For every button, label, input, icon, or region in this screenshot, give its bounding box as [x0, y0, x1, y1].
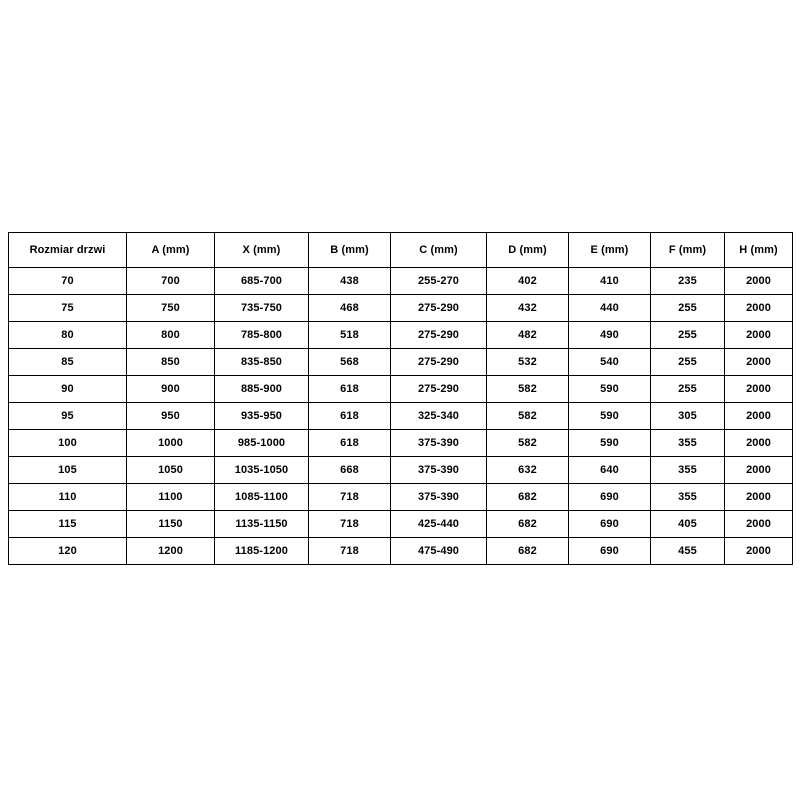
- table-cell: 2000: [725, 295, 793, 322]
- table-cell: 355: [651, 457, 725, 484]
- table-cell: 95: [9, 403, 127, 430]
- table-cell: 325-340: [391, 403, 487, 430]
- table-cell: 582: [487, 403, 569, 430]
- table-cell: 100: [9, 430, 127, 457]
- table-cell: 475-490: [391, 538, 487, 565]
- table-cell: 410: [569, 268, 651, 295]
- table-cell: 850: [127, 349, 215, 376]
- table-cell: 518: [309, 322, 391, 349]
- table-cell: 80: [9, 322, 127, 349]
- table-cell: 375-390: [391, 484, 487, 511]
- table-row: [9, 511, 793, 538]
- table-cell: 90: [9, 376, 127, 403]
- door-size-spec-table: [8, 232, 793, 565]
- table-cell: 1050: [127, 457, 215, 484]
- table-cell: 1000: [127, 430, 215, 457]
- table-cell: 1085-1100: [215, 484, 309, 511]
- table-cell: 540: [569, 349, 651, 376]
- table-cell: 425-440: [391, 511, 487, 538]
- table-cell: 255: [651, 349, 725, 376]
- column-header: E (mm): [569, 233, 651, 268]
- table-cell: 105: [9, 457, 127, 484]
- table-row: [9, 430, 793, 457]
- table-cell: 1185-1200: [215, 538, 309, 565]
- table-cell: 455: [651, 538, 725, 565]
- table-cell: 532: [487, 349, 569, 376]
- table-cell: 275-290: [391, 295, 487, 322]
- table-row: [9, 484, 793, 511]
- table-cell: 482: [487, 322, 569, 349]
- table-cell: 490: [569, 322, 651, 349]
- table-cell: 735-750: [215, 295, 309, 322]
- table-cell: 900: [127, 376, 215, 403]
- table-cell: 785-800: [215, 322, 309, 349]
- table-cell: 70: [9, 268, 127, 295]
- table-cell: 2000: [725, 403, 793, 430]
- table-row: [9, 322, 793, 349]
- table-cell: 2000: [725, 376, 793, 403]
- column-header: A (mm): [127, 233, 215, 268]
- table-cell: 1200: [127, 538, 215, 565]
- table-row: [9, 268, 793, 295]
- table-cell: 440: [569, 295, 651, 322]
- table-cell: 690: [569, 511, 651, 538]
- table-cell: 110: [9, 484, 127, 511]
- table-cell: 835-850: [215, 349, 309, 376]
- table-cell: 800: [127, 322, 215, 349]
- table-header: [9, 233, 793, 268]
- table-cell: 235: [651, 268, 725, 295]
- table-cell: 355: [651, 430, 725, 457]
- table-cell: 618: [309, 430, 391, 457]
- table-row: [9, 457, 793, 484]
- table-cell: 402: [487, 268, 569, 295]
- table-body: [9, 268, 793, 565]
- table-cell: 120: [9, 538, 127, 565]
- column-header: B (mm): [309, 233, 391, 268]
- table-cell: 275-290: [391, 322, 487, 349]
- table-cell: 2000: [725, 538, 793, 565]
- table-cell: 2000: [725, 511, 793, 538]
- column-header: X (mm): [215, 233, 309, 268]
- table-cell: 405: [651, 511, 725, 538]
- table-cell: 2000: [725, 430, 793, 457]
- table-cell: 668: [309, 457, 391, 484]
- table-cell: 2000: [725, 268, 793, 295]
- table-cell: 640: [569, 457, 651, 484]
- table-cell: 1150: [127, 511, 215, 538]
- table-cell: 750: [127, 295, 215, 322]
- table-cell: 468: [309, 295, 391, 322]
- table-cell: 275-290: [391, 349, 487, 376]
- table-cell: 255: [651, 376, 725, 403]
- table-cell: 935-950: [215, 403, 309, 430]
- table-cell: 375-390: [391, 457, 487, 484]
- column-header: F (mm): [651, 233, 725, 268]
- table-row: [9, 295, 793, 322]
- table-cell: 305: [651, 403, 725, 430]
- table-cell: 682: [487, 511, 569, 538]
- table-cell: 700: [127, 268, 215, 295]
- table-cell: 590: [569, 430, 651, 457]
- table-cell: 718: [309, 538, 391, 565]
- column-header: D (mm): [487, 233, 569, 268]
- table-cell: 682: [487, 484, 569, 511]
- table-cell: 618: [309, 403, 391, 430]
- table-cell: 255: [651, 322, 725, 349]
- table-cell: 2000: [725, 457, 793, 484]
- table-cell: 438: [309, 268, 391, 295]
- table-cell: 568: [309, 349, 391, 376]
- table-cell: 690: [569, 484, 651, 511]
- table-cell: 432: [487, 295, 569, 322]
- table-cell: 275-290: [391, 376, 487, 403]
- table-cell: 255-270: [391, 268, 487, 295]
- table-row: [9, 403, 793, 430]
- table-row: [9, 349, 793, 376]
- table-cell: 1135-1150: [215, 511, 309, 538]
- table-cell: 950: [127, 403, 215, 430]
- table-cell: 1100: [127, 484, 215, 511]
- table-cell: 582: [487, 430, 569, 457]
- table-cell: 685-700: [215, 268, 309, 295]
- table-cell: 682: [487, 538, 569, 565]
- table-cell: 355: [651, 484, 725, 511]
- table-cell: 75: [9, 295, 127, 322]
- table-cell: 582: [487, 376, 569, 403]
- table-header-row: [9, 233, 793, 268]
- table-cell: 985-1000: [215, 430, 309, 457]
- table-row: [9, 376, 793, 403]
- table-cell: 618: [309, 376, 391, 403]
- table-cell: 718: [309, 511, 391, 538]
- table-cell: 2000: [725, 484, 793, 511]
- table-cell: 375-390: [391, 430, 487, 457]
- spec-table-container: [8, 232, 792, 565]
- table-cell: 1035-1050: [215, 457, 309, 484]
- column-header: H (mm): [725, 233, 793, 268]
- table-cell: 590: [569, 376, 651, 403]
- column-header: Rozmiar drzwi: [9, 233, 127, 268]
- table-cell: 718: [309, 484, 391, 511]
- table-cell: 2000: [725, 349, 793, 376]
- table-cell: 85: [9, 349, 127, 376]
- table-cell: 255: [651, 295, 725, 322]
- table-cell: 115: [9, 511, 127, 538]
- table-cell: 690: [569, 538, 651, 565]
- table-cell: 590: [569, 403, 651, 430]
- table-cell: 2000: [725, 322, 793, 349]
- column-header: C (mm): [391, 233, 487, 268]
- table-row: [9, 538, 793, 565]
- table-cell: 632: [487, 457, 569, 484]
- table-cell: 885-900: [215, 376, 309, 403]
